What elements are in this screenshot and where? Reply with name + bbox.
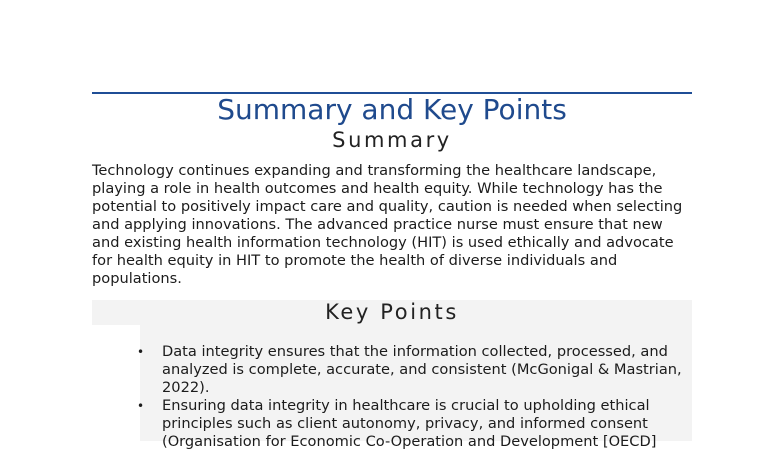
key-points-list [137, 343, 700, 451]
summary-heading: Summary [332, 128, 452, 152]
key-point-text: Ensuring data integrity in healthcare is crucial to upholding ethical principles such as client autonomy, privacy, and informed consent (Organisation for Economic Co-Operation and Development [OECD] [162, 397, 657, 450]
bullet-icon: • [137, 399, 145, 413]
key-point-text: Data integrity ensures that the information collected, processed, and analyzed is complete, accurate, and consistent (McGonigal & Mastrian, 2022). [162, 343, 682, 396]
key-points-heading: Key Points [325, 300, 459, 324]
slide-title: Summary and Key Points [217, 93, 567, 126]
bullet-icon: • [137, 345, 145, 359]
summary-paragraph: Technology continues expanding and transforming the healthcare landscape, playing a role in health outcomes and health equity. While technology has the potential to positively impact care and quality, caution is needed when selecting and applying innovations. The advanced practice nurse must ensure that new and existing health information technology (HIT) is used ethically and advocate for health equity in HIT to promote the health of diverse individuals and populations. [92, 162, 683, 287]
key-point-item [137, 343, 700, 397]
key-point-item [137, 397, 700, 451]
